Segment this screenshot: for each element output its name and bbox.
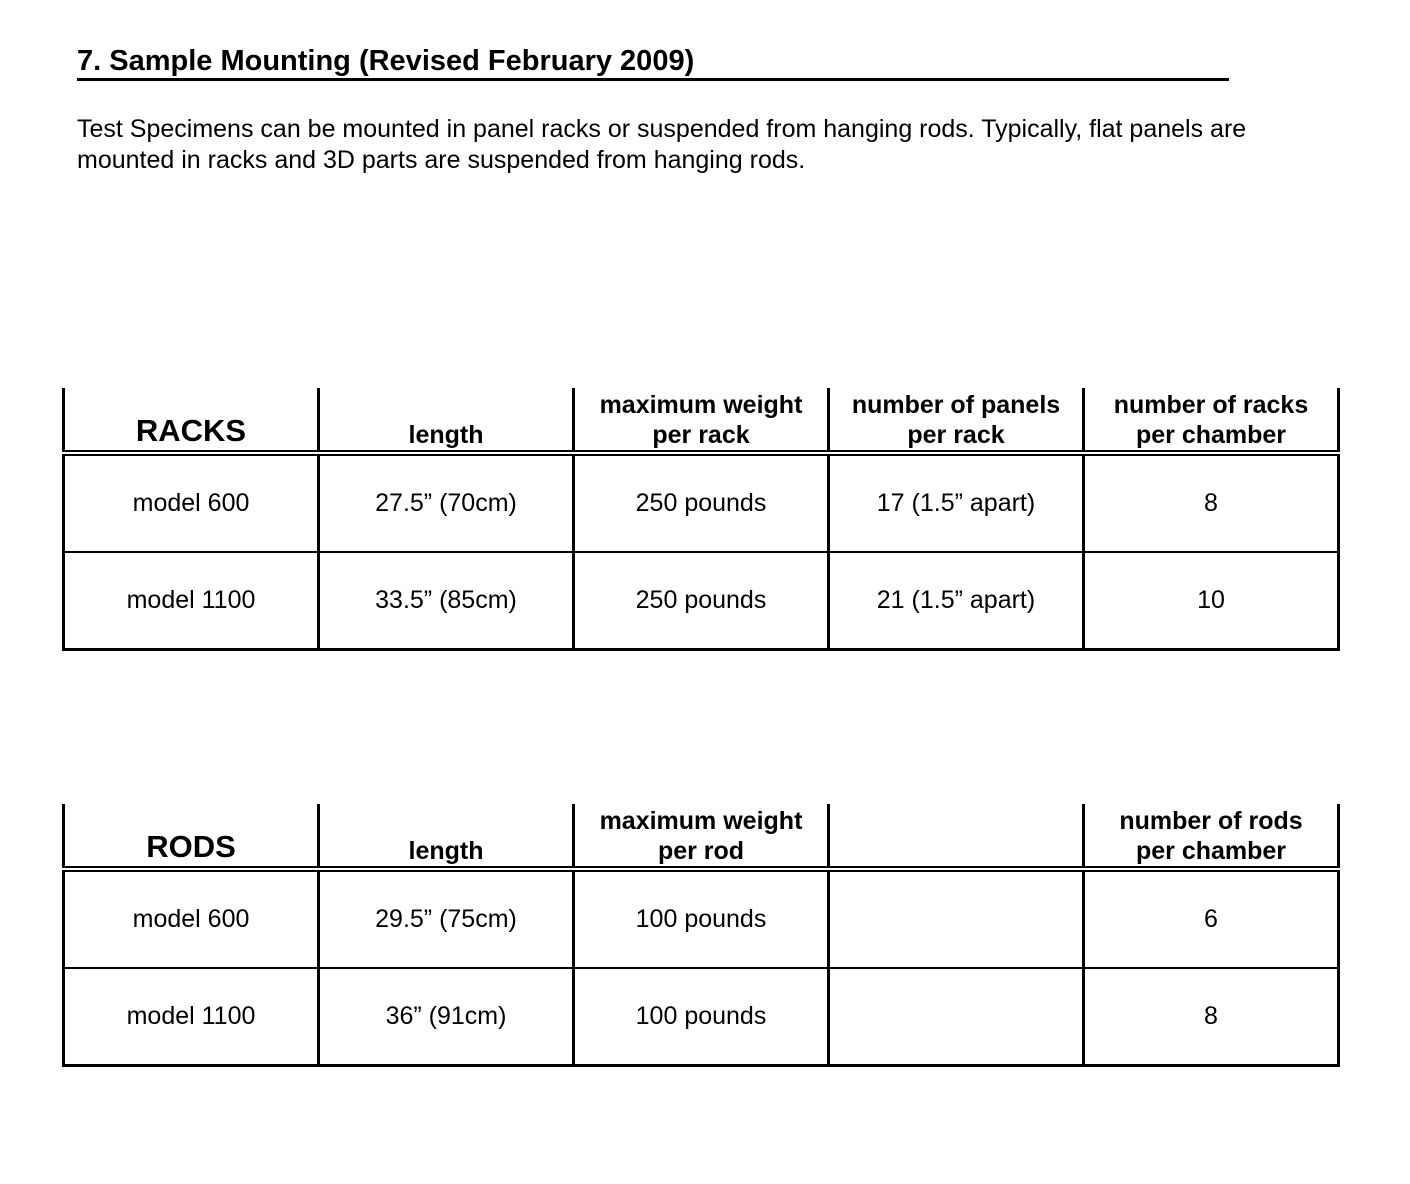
racks-header-racks-per-chamber: number of racks per chamber [1084, 388, 1339, 453]
rods-header-length: length [319, 804, 574, 869]
racks-header-panels: number of panels per rack [829, 388, 1084, 453]
rods-model-cell: model 1100 [64, 968, 319, 1066]
racks-header-row [64, 388, 1339, 453]
racks-header-length: length [319, 388, 574, 453]
rods-length-cell: 29.5” (75cm) [319, 869, 574, 968]
racks-header-title: RACKS [64, 388, 319, 453]
racks-model-cell: model 1100 [64, 552, 319, 650]
rods-max-weight-cell: 100 pounds [574, 968, 829, 1066]
rods-empty-cell [829, 869, 1084, 968]
racks-length-cell: 33.5” (85cm) [319, 552, 574, 650]
rods-table [62, 804, 1340, 1067]
racks-per-chamber-cell: 8 [1084, 453, 1339, 552]
rods-length-cell: 36” (91cm) [319, 968, 574, 1066]
rods-max-weight-cell: 100 pounds [574, 869, 829, 968]
racks-header-max-weight: maximum weight per rack [574, 388, 829, 453]
rods-per-chamber-cell: 8 [1084, 968, 1339, 1066]
rods-header-empty [829, 804, 1084, 869]
intro-paragraph: Test Specimens can be mounted in panel racks or suspended from hanging rods. Typically, flat panels are mounted in racks and 3D parts are suspended from hanging rods. [77, 115, 1247, 174]
racks-max-weight-cell: 250 pounds [574, 453, 829, 552]
rods-empty-cell [829, 968, 1084, 1066]
rods-header-title: RODS [64, 804, 319, 869]
rods-header-row [64, 804, 1339, 869]
section-title: 7. Sample Mounting (Revised February 2009) [77, 44, 1229, 81]
table-row [64, 453, 1339, 552]
rods-per-chamber-cell: 6 [1084, 869, 1339, 968]
racks-panels-cell: 17 (1.5” apart) [829, 453, 1084, 552]
rods-model-cell: model 600 [64, 869, 319, 968]
rods-header-rods-per-chamber: number of rods per chamber [1084, 804, 1339, 869]
table-row [64, 968, 1339, 1066]
racks-panels-cell: 21 (1.5” apart) [829, 552, 1084, 650]
racks-length-cell: 27.5” (70cm) [319, 453, 574, 552]
racks-model-cell: model 600 [64, 453, 319, 552]
table-row [64, 869, 1339, 968]
table-row [64, 552, 1339, 650]
racks-table [62, 388, 1340, 651]
racks-per-chamber-cell: 10 [1084, 552, 1339, 650]
rods-header-max-weight: maximum weight per rod [574, 804, 829, 869]
racks-max-weight-cell: 250 pounds [574, 552, 829, 650]
